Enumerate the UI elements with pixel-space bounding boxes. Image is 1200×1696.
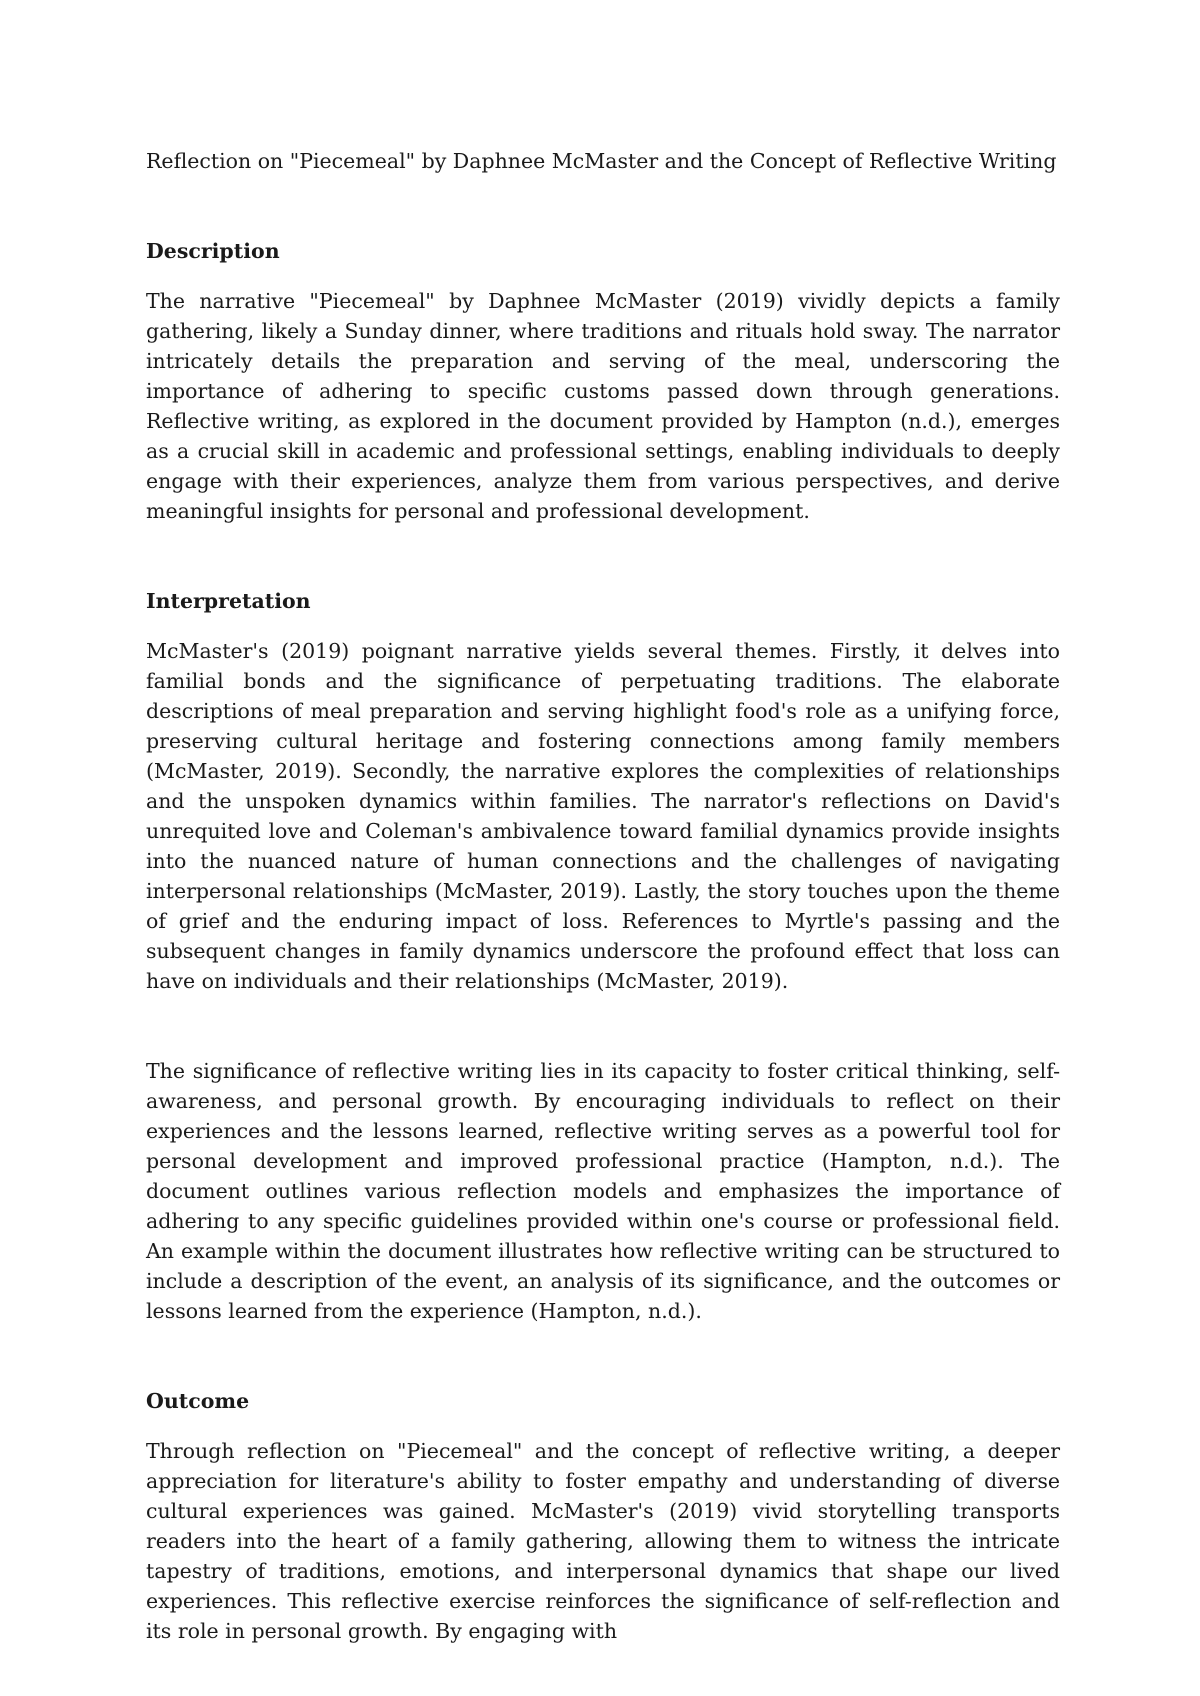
description-paragraph: The narrative "Piecemeal" by Daphnee McMaster (2019) vividly depicts a family gathering, likely a Sunday dinner, where traditions and rituals hold sway. The narrator intricately details the preparation and serving of the meal, underscoring the importance of adhering to specific customs passed down through generations. Reflective writing, as explored in the document provided by Hampton (n.d.), emerges as a crucial skill in academic and professional settings, enabling individuals to deeply engage with their experiences, analyze them from various perspectives, and derive meaningful insights for personal and professional development. xyxy=(146,289,1060,523)
document-title: Reflection on "Piecemeal" by Daphnee McMaster and the Concept of Reflective Writing xyxy=(146,149,1057,173)
outcome-paragraph: Through reflection on "Piecemeal" and the concept of reflective writing, a deeper appreciation for literature's ability to foster empathy and understanding of diverse cultural experiences was gained. McMaster's (2019) vivid storytelling transports readers into the heart of a family gathering, allowing them to witness the intricate tapestry of traditions, emotions, and interpersonal dynamics that shape our lived experiences. This reflective exercise reinforces the significance of self-reflection and its role in personal growth. By engaging with xyxy=(146,1439,1060,1643)
section-description xyxy=(146,236,1060,526)
section-heading-interpretation: Interpretation xyxy=(146,589,311,613)
section-heading-outcome: Outcome xyxy=(146,1389,250,1413)
document-body xyxy=(146,146,1060,1646)
section-outcome xyxy=(146,1386,1060,1646)
section-heading-description: Description xyxy=(146,239,280,263)
section-interpretation xyxy=(146,586,1060,1326)
interpretation-paragraph-2: The significance of reflective writing lies in its capacity to foster critical thinking, self-awareness, and personal growth. By encouraging individuals to reflect on their experiences and the lessons learned, reflective writing serves as a powerful tool for personal development and improved professional practice (Hampton, n.d.). The document outlines various reflection models and emphasizes the importance of adhering to any specific guidelines provided within one's course or professional field. An example within the document illustrates how reflective writing can be structured to include a description of the event, an analysis of its significance, and the outcomes or lessons learned from the experience (Hampton, n.d.). xyxy=(146,1059,1060,1323)
interpretation-paragraph-1: McMaster's (2019) poignant narrative yields several themes. Firstly, it delves into familial bonds and the significance of perpetuating traditions. The elaborate descriptions of meal preparation and serving highlight food's role as a unifying force, preserving cultural heritage and fostering connections among family members (McMaster, 2019). Secondly, the narrative explores the complexities of relationships and the unspoken dynamics within families. The narrator's reflections on David's unrequited love and Coleman's ambivalence toward familial dynamics provide insights into the nuanced nature of human connections and the challenges of navigating interpersonal relationships (McMaster, 2019). Lastly, the story touches upon the theme of grief and the enduring impact of loss. References to Myrtle's passing and the subsequent changes in family dynamics underscore the profound effect that loss can have on individuals and their relationships (McMaster, 2019). xyxy=(146,639,1060,993)
